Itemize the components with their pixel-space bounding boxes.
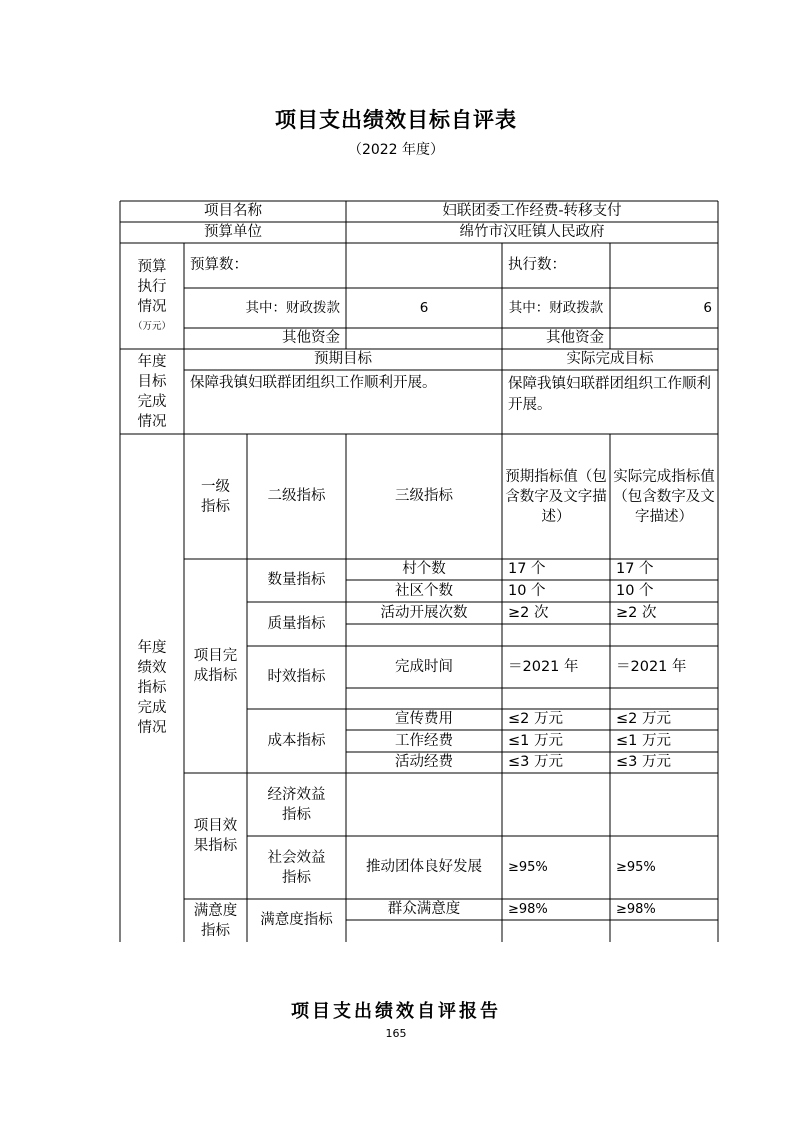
indicator-name: 活动经费 [395,754,453,770]
level1-satisfaction-cell [184,899,247,942]
indicator-actual: ≤2 万元 [616,711,671,727]
budget-section-label: 预算执行情况 [137,258,167,315]
indicator-actual: ≥2 次 [616,604,657,621]
level1-completion-cell [184,559,247,773]
level1-completion: 项目完成指标 [193,648,238,684]
indicator-name: 活动开展次数 [380,604,468,621]
header-actual: 实际完成指标值（包含数字及文字描述） [613,468,715,525]
budget-unit-note: （万元） [132,320,171,332]
header-level3: 三级指标 [395,488,453,504]
fiscal-value: 6 [419,299,429,316]
indicator-expected: ≤3 万元 [508,754,563,770]
level1-satisfaction: 满意度指标 [193,902,238,939]
expected-goal-text: 保障我镇妇联群团组织工作顺利开展。 [190,375,437,391]
indicator-actual: ≥98% [616,902,656,917]
actual-goal-text: 保障我镇妇联群团组织工作顺利开展。 [508,376,711,413]
project-name-label: 项目名称 [204,203,262,219]
level1-effect-cell [184,773,247,899]
indicator-actual: ≤1 万元 [616,732,671,749]
document-year: （2022 年度） [347,142,445,158]
indicator-expected: ≤1 万元 [508,732,563,749]
indicator-actual: ≥95% [616,860,656,875]
indicator-actual: 17 个 [616,561,654,577]
indicator-expected: ≥95% [508,860,548,875]
indicator-expected: ≤2 万元 [508,711,563,727]
header-level1-cell [184,434,247,559]
level2-timeliness: 时效指标 [267,669,326,685]
level1-effect: 项目效果指标 [193,818,238,854]
header-level1: 一级指标 [201,478,230,515]
expected-goal-header: 预期目标 [314,351,372,367]
indicator-actual: 10 个 [616,582,654,599]
indicator-name: 工作经费 [395,732,453,749]
annual-goal-section-label: 年度目标完成情况 [137,353,167,430]
execution-amount-label: 执行数： [508,257,566,273]
level2-economic-cell [247,773,346,836]
indicator-actual: ≤3 万元 [616,754,671,770]
project-name-value: 妇联团委工作经费-转移支付 [442,203,622,219]
indicator-expected: 10 个 [508,582,546,599]
indicator-name: 宣传费用 [395,711,453,727]
fiscal-label: 其中：财政拨款 [245,299,340,316]
budget-amount-label: 预算数： [190,257,248,273]
report-title: 项目支出绩效自评报告 [291,1001,501,1022]
header-expected: 预期指标值（包含数字及文字描述） [505,468,607,525]
header-level2: 二级指标 [267,488,326,504]
indicator-expected: ≥2 次 [508,604,549,621]
level2-quantity: 数量指标 [267,572,326,588]
level2-cost: 成本指标 [267,732,326,749]
other-funds-label-right: 其他资金 [546,330,604,346]
level2-satisfaction: 满意度指标 [260,912,333,928]
level2-social: 社会效益指标 [267,849,326,886]
indicators-section-cell [120,434,184,942]
actual-goal-header: 实际完成目标 [566,351,654,367]
level2-quality: 质量指标 [267,615,326,632]
indicator-name: 群众满意度 [387,901,461,917]
indicator-expected: ＝2021 年 [508,658,579,675]
indicator-expected: ≥98% [508,902,548,917]
other-funds-label: 其他资金 [282,330,340,346]
fiscal-label-right: 其中：财政拨款 [508,300,604,316]
indicator-name: 推动团体良好发展 [366,859,482,875]
page-number: 165 [385,1027,407,1040]
budget-unit-label: 预算单位 [204,224,262,240]
level2-social-cell [247,836,346,899]
fiscal-value-right: 6 [703,299,712,316]
indicators-section-label: 年度绩效指标完成情况 [137,640,167,736]
budget-section-cell [120,243,184,349]
indicator-actual: ＝2021 年 [616,658,687,675]
level2-economic: 经济效益指标 [267,786,326,823]
budget-unit-value: 绵竹市汉旺镇人民政府 [459,224,605,240]
indicator-name: 社区个数 [395,582,453,599]
indicator-expected: 17 个 [508,561,546,577]
indicator-name: 完成时间 [395,658,453,675]
document-title: 项目支出绩效目标自评表 [275,107,517,132]
annual-goal-section-cell [120,349,184,434]
indicator-name: 村个数 [402,561,446,577]
